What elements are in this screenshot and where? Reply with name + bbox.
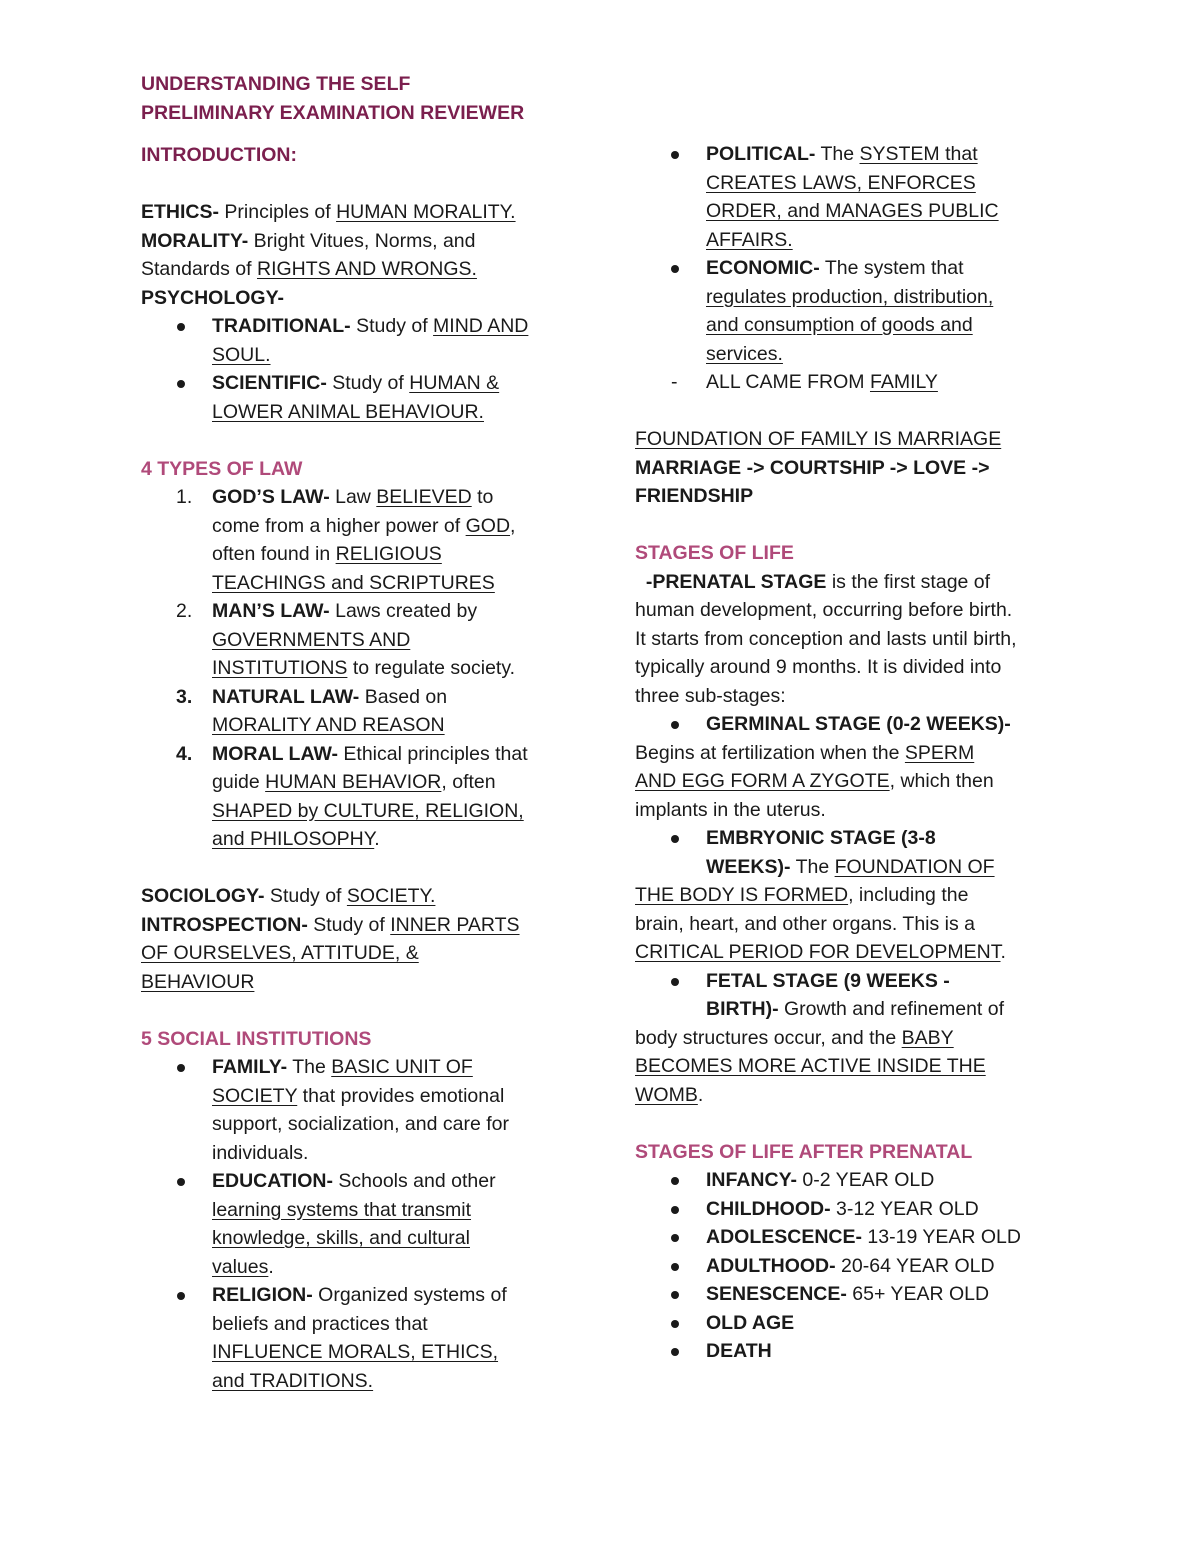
list-item: often found in RELIGIOUS (212, 543, 442, 565)
list-item: WEEKS)- The FOUNDATION OF (706, 855, 995, 878)
embryonic-desc: THE BODY IS FORMED, including the (635, 884, 969, 906)
list-item: and consumption of goods and (706, 314, 973, 336)
list-item: RELIGION- Organized systems of (141, 1281, 581, 1310)
after-prenatal-list (635, 1166, 1065, 1366)
list-item: POLITICAL- The SYSTEM that (635, 140, 1065, 169)
bullet-icon (177, 1064, 185, 1072)
list-item: INSTITUTIONS to regulate society. (212, 657, 516, 679)
list-item: INFLUENCE MORALS, ETHICS, (212, 1341, 499, 1363)
list-item: 4. MORAL LAW- Ethical principles that (176, 742, 528, 765)
list-item: values. (212, 1255, 274, 1278)
institutions-heading: 5 SOCIAL INSTITUTIONS (141, 1027, 372, 1050)
list-item: TRADITIONAL- Study of MIND AND (141, 312, 581, 341)
prenatal-paragraph-line: typically around 9 months. It is divided into (635, 656, 1002, 678)
germinal-desc: Begins at fertilization when the SPERM (635, 741, 975, 764)
list-item: knowledge, skills, and cultural (212, 1227, 470, 1249)
bullet-icon (671, 1291, 679, 1299)
list-item: beliefs and practices that (212, 1312, 428, 1335)
bullet-icon (671, 1234, 679, 1242)
all-came-from-family: - ALL CAME FROM FAMILY (671, 371, 938, 393)
list-item: SCIENTIFIC- Study of HUMAN & (141, 369, 581, 398)
prenatal-paragraph-line: It starts from conception and lasts until birth, (635, 627, 1017, 650)
bullet-icon (671, 1206, 679, 1214)
list-item: ADOLESCENCE- 13-19 YEAR OLD (635, 1223, 1065, 1252)
introspection-cont: BEHAVIOUR (141, 970, 255, 993)
list-item: EMBRYONIC STAGE (3-8 (635, 824, 1065, 853)
list-item: individuals. (212, 1141, 309, 1164)
psychology-list (141, 312, 581, 426)
bullet-icon (671, 721, 679, 729)
list-item: 3. NATURAL LAW- Based on (176, 685, 448, 708)
list-item: BIRTH)- Growth and refinement of (706, 998, 1005, 1020)
sociology-definition: SOCIOLOGY- Study of SOCIETY. (141, 885, 436, 907)
stages-heading: STAGES OF LIFE (635, 542, 794, 564)
list-item: TEACHINGS and SCRIPTURES (212, 571, 495, 594)
list-item: regulates production, distribution, (706, 285, 994, 308)
list-item: support, socialization, and care for (212, 1113, 509, 1135)
embryonic-item (635, 824, 1065, 881)
list-item: guide HUMAN BEHAVIOR, often (212, 771, 496, 793)
fetal-item (635, 967, 1065, 1024)
list-item: OLD AGE (635, 1309, 1065, 1338)
list-item: MORALITY AND REASON (212, 714, 445, 736)
list-item: FAMILY- The BASIC UNIT OF (141, 1053, 581, 1082)
list-item: GOVERNMENTS AND (212, 628, 411, 651)
list-item: ORDER, and MANAGES PUBLIC (706, 200, 999, 222)
introspection-cont: OF OURSELVES, ATTITUDE, & (141, 942, 419, 964)
morality-definition: MORALITY- Bright Vitues, Norms, and (141, 229, 476, 252)
bullet-icon (671, 835, 679, 843)
germinal-item (635, 710, 1065, 739)
doc-subtitle: PRELIMINARY EXAMINATION REVIEWER (141, 101, 525, 124)
list-item: EDUCATION- Schools and other (141, 1167, 581, 1196)
list-item: learning systems that transmit (212, 1198, 472, 1221)
bullet-icon (671, 1320, 679, 1328)
embryonic-desc: brain, heart, and other organs. This is a (635, 912, 976, 935)
introspection-definition: INTROSPECTION- Study of INNER PARTS (141, 913, 520, 936)
bullet-icon (671, 265, 679, 273)
fetal-desc: WOMB. (635, 1083, 704, 1106)
bullet-icon (671, 978, 679, 986)
prenatal-paragraph-line: three sub-stages: (635, 684, 786, 707)
bullet-icon (671, 1348, 679, 1356)
list-item: FETAL STAGE (9 WEEKS - (635, 967, 1065, 996)
list-item: 1. GOD’S LAW- Law BELIEVED to (176, 486, 494, 508)
institutions-list-cont (635, 140, 1065, 368)
morality-definition-cont: Standards of RIGHTS AND WRONGS. (141, 258, 477, 280)
list-item: services. (706, 342, 783, 365)
prenatal-paragraph: -PRENATAL STAGE is the first stage of (645, 570, 991, 593)
list-item: DEATH (635, 1337, 1065, 1366)
list-item: and PHILOSOPHY. (212, 828, 380, 850)
institutions-list (141, 1053, 581, 1395)
list-item: CREATES LAWS, ENFORCES (706, 171, 976, 194)
prenatal-paragraph-line: human development, occurring before birth. (635, 599, 1013, 621)
ethics-definition: ETHICS- Principles of HUMAN MORALITY. (141, 201, 516, 223)
bullet-icon (177, 1292, 185, 1300)
list-item: SENESCENCE- 65+ YEAR OLD (635, 1280, 1065, 1309)
germinal-desc: AND EGG FORM A ZYGOTE, which then (635, 770, 994, 792)
list-item: come from a higher power of GOD, (212, 514, 516, 537)
list-item: ECONOMIC- The system that (635, 254, 1065, 283)
intro-heading: INTRODUCTION: (141, 144, 297, 166)
doc-title: UNDERSTANDING THE SELF (141, 73, 411, 95)
list-item: SOCIETY that provides emotional (212, 1084, 505, 1107)
bullet-icon (177, 1178, 185, 1186)
list-item: LOWER ANIMAL BEHAVIOUR. (212, 400, 484, 423)
list-item: SHAPED by CULTURE, RELIGION, (212, 799, 524, 822)
marriage-chain: MARRIAGE -> COURTSHIP -> LOVE -> (635, 456, 990, 479)
list-item: and TRADITIONS. (212, 1369, 374, 1392)
bullet-icon (671, 1177, 679, 1185)
fetal-desc: body structures occur, and the BABY (635, 1026, 954, 1049)
list-item: GERMINAL STAGE (0-2 WEEKS)- (635, 710, 1065, 739)
laws-heading: 4 TYPES OF LAW (141, 457, 303, 480)
list-item: SOUL. (212, 343, 271, 366)
list-item: AFFAIRS. (706, 228, 793, 251)
germinal-desc: implants in the uterus. (635, 798, 826, 821)
psychology-term: PSYCHOLOGY- (141, 286, 285, 309)
list-item: INFANCY- 0-2 YEAR OLD (635, 1166, 1065, 1195)
embryonic-desc: CRITICAL PERIOD FOR DEVELOPMENT. (635, 941, 1006, 963)
bullet-icon (177, 380, 185, 388)
marriage-chain-cont: FRIENDSHIP (635, 485, 754, 507)
list-item: 2. MAN’S LAW- Laws created by (176, 600, 478, 622)
marriage-foundation: FOUNDATION OF FAMILY IS MARRIAGE (635, 428, 1002, 450)
list-item: CHILDHOOD- 3-12 YEAR OLD (635, 1195, 1065, 1224)
laws-list (141, 483, 581, 854)
fetal-desc: BECOMES MORE ACTIVE INSIDE THE (635, 1055, 986, 1077)
bullet-icon (671, 1263, 679, 1271)
list-item: ADULTHOOD- 20-64 YEAR OLD (635, 1252, 1065, 1281)
bullet-icon (177, 323, 185, 331)
bullet-icon (671, 151, 679, 159)
left-column (141, 70, 581, 1395)
after-prenatal-heading: STAGES OF LIFE AFTER PRENATAL (635, 1140, 973, 1163)
right-column (635, 140, 1065, 1366)
